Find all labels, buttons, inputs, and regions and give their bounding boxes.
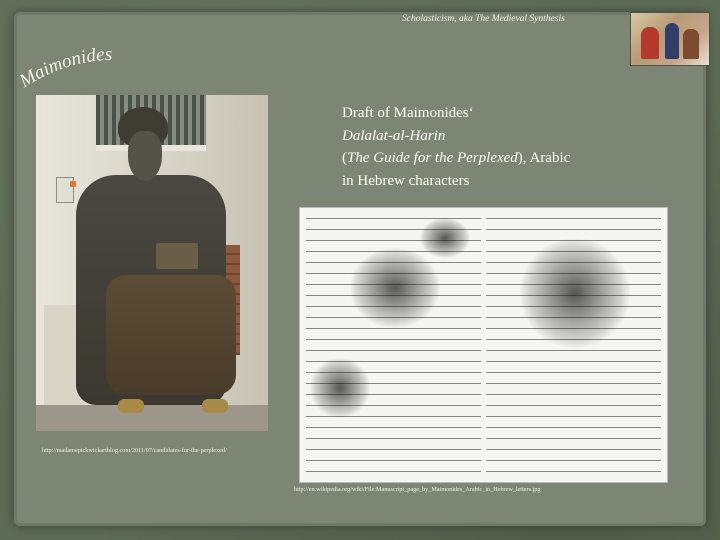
- heading-line-3-rest: ), Arabic: [517, 150, 571, 166]
- painting-figure: [641, 27, 659, 59]
- heading-line-3-open: (: [342, 150, 347, 166]
- statue-photo: [36, 95, 268, 431]
- heading-line-3-title: The Guide for the Perplexed: [347, 150, 518, 166]
- slide-title-text: aimonides: [30, 48, 113, 85]
- manuscript-heading: [342, 102, 642, 192]
- header-caption: Scholasticism, aka The Medieval Synthesis: [402, 14, 565, 24]
- painting-figure: [665, 23, 679, 59]
- heading-line-1: Draft of Maimonides‘: [342, 105, 474, 121]
- heading-line-3: [342, 147, 642, 170]
- slide-title: [20, 48, 140, 98]
- header-thumbnail-painting: [630, 12, 710, 66]
- heading-line-4: in Hebrew characters: [342, 172, 470, 189]
- statue-image-credit: http://madamepickwickartblog.com/2011/07/candidates-for-the-perplexed/: [42, 447, 227, 454]
- heading-line-2: Dalalat-al-Harin: [342, 127, 446, 144]
- manuscript-image: [299, 207, 668, 483]
- manuscript-image-credit: http://en.wikipedia.org/wiki/File:Manuscript_page_by_Maimonides_Arabic_in_Hebrew_letters.jpg: [294, 486, 541, 493]
- painting-figure: [683, 29, 699, 59]
